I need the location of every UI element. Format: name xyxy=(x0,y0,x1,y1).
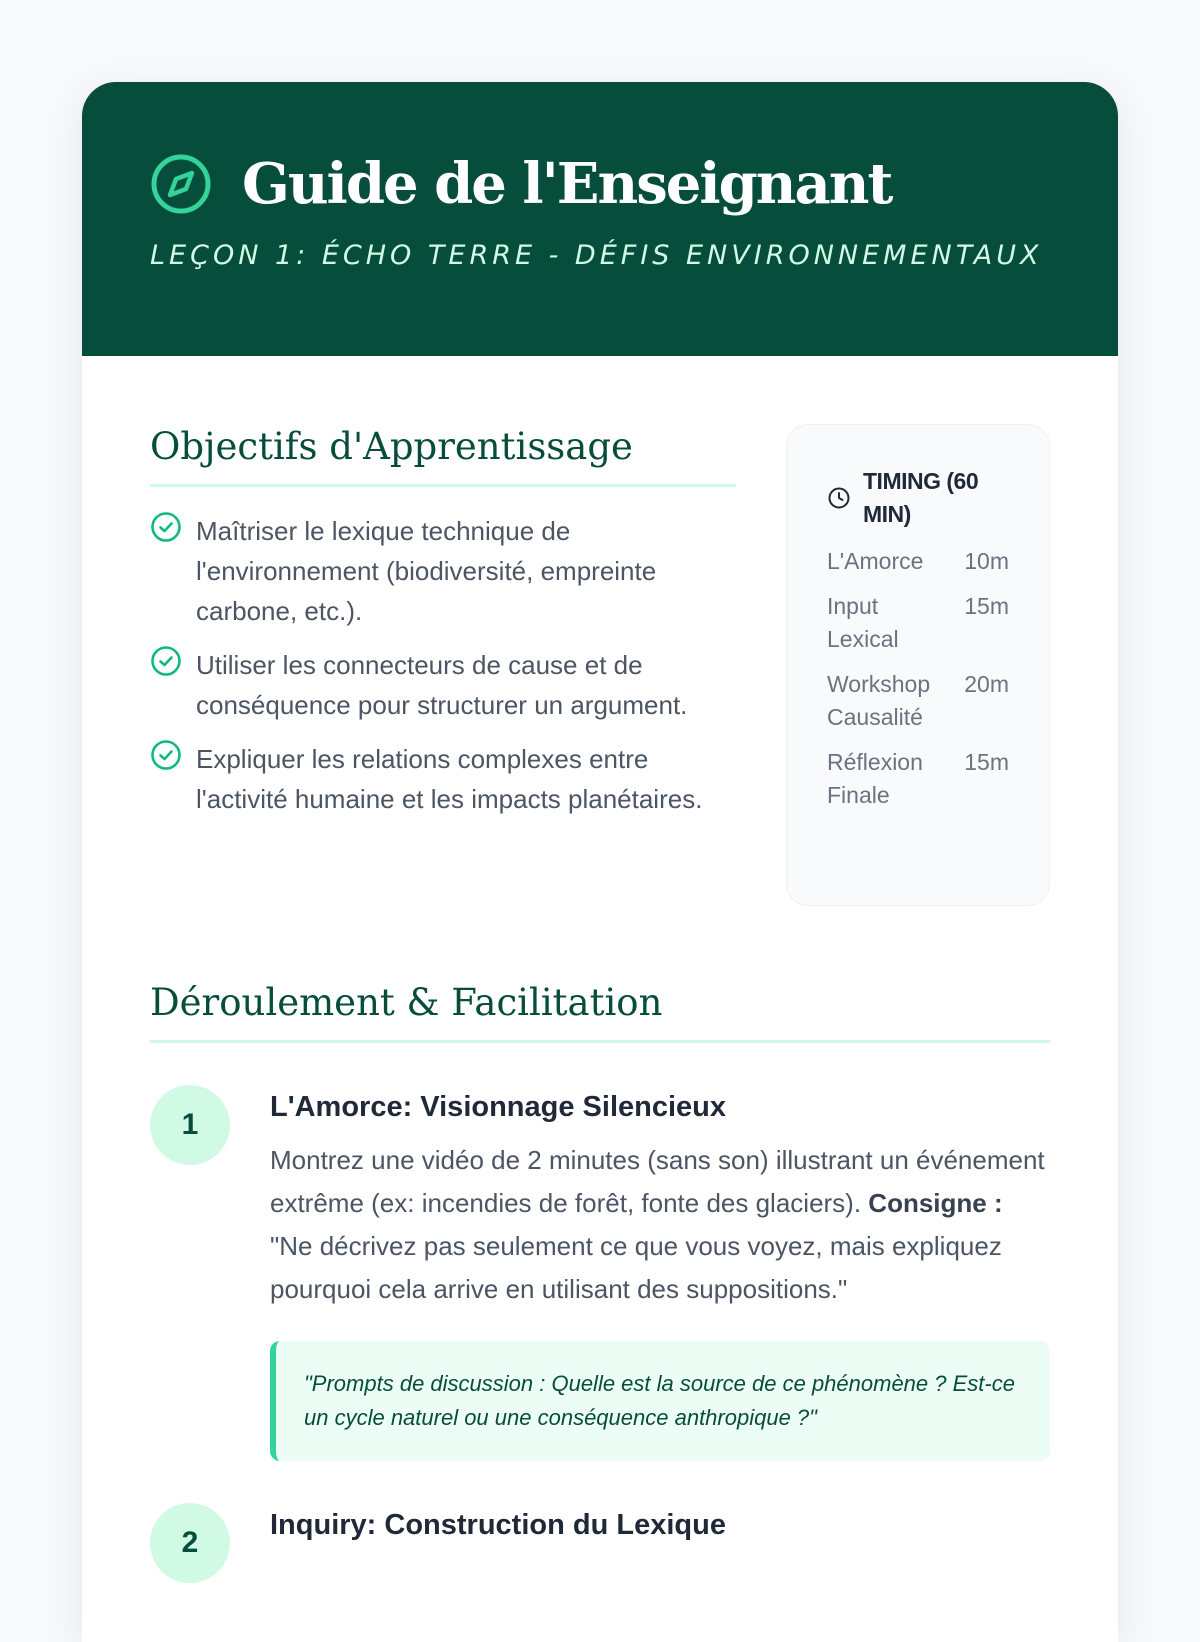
check-circle-icon xyxy=(150,739,182,771)
timing-label: Réflexion Finale xyxy=(827,749,923,808)
flow-section xyxy=(150,980,1050,1583)
timing-value: 20m xyxy=(964,671,1009,697)
compass-icon xyxy=(150,153,212,215)
timing-row xyxy=(827,590,1009,656)
title-row xyxy=(150,82,1050,220)
check-circle-icon xyxy=(150,511,182,543)
check-circle-icon xyxy=(150,645,182,677)
list-item xyxy=(150,739,736,819)
list-item xyxy=(150,645,736,725)
objectives-title: Objectifs d'Apprentissage xyxy=(150,424,736,487)
timing-row xyxy=(827,545,1009,578)
step-text-bold: Consigne : xyxy=(868,1188,1003,1218)
discussion-prompt-quote: "Prompts de discussion : Quelle est la source de ce phénomène ? Est-ce un cycle naturel ou une conséquence anthropique ?" xyxy=(270,1341,1050,1461)
top-row xyxy=(150,424,1050,906)
step-text-before: Montrez une vidéo de 2 minutes (sans son) illustrant un événement extrême (ex: incendies de forêt, fonte des glaciers). xyxy=(270,1145,1045,1218)
timing-label: Workshop Causalité xyxy=(827,671,931,730)
timing-value: 15m xyxy=(964,593,1009,619)
step-number-badge: 1 xyxy=(150,1085,230,1165)
timing-label: L'Amorce xyxy=(827,548,924,574)
timing-row xyxy=(827,668,1009,734)
clock-icon xyxy=(827,486,851,510)
step-2 xyxy=(150,1503,1050,1583)
step-title: Inquiry: Construction du Lexique xyxy=(270,1509,726,1541)
timing-value: 15m xyxy=(964,749,1009,775)
step-number-badge: 2 xyxy=(150,1503,230,1583)
main-content xyxy=(82,356,1118,1583)
page-title: Guide de l'Enseignant xyxy=(242,151,892,217)
objectives-section xyxy=(150,424,736,906)
timing-label: Input Lexical xyxy=(827,593,899,652)
step-text-after: "Ne décrivez pas seulement ce que vous voyez, mais expliquez pourquoi cela arrive en utilisant des suppositions." xyxy=(270,1231,1002,1304)
step-body xyxy=(270,1085,1050,1461)
timing-header xyxy=(827,465,1009,531)
teacher-guide-card xyxy=(82,82,1118,1642)
timing-row xyxy=(827,746,1009,812)
list-item xyxy=(150,511,736,631)
timing-value: 10m xyxy=(964,548,1009,574)
objective-text: Expliquer les relations complexes entre l'activité humaine et les impacts planétaires. xyxy=(196,744,703,814)
step-1 xyxy=(150,1085,1050,1461)
header-banner xyxy=(82,82,1118,356)
lesson-subtitle: LEÇON 1: ÉCHO TERRE - DÉFIS ENVIRONNEMENTAUX xyxy=(150,240,1043,271)
step-body xyxy=(270,1503,1050,1583)
objective-text: Maîtriser le lexique technique de l'environnement (biodiversité, empreinte carbone, etc.). xyxy=(196,516,657,626)
step-title: L'Amorce: Visionnage Silencieux xyxy=(270,1091,726,1123)
objectives-list xyxy=(150,511,736,819)
step-description xyxy=(270,1139,1050,1311)
timing-title: TIMING (60 MIN) xyxy=(863,468,979,527)
flow-title: Déroulement & Facilitation xyxy=(150,980,1050,1043)
objective-text: Utiliser les connecteurs de cause et de conséquence pour structurer un argument. xyxy=(196,650,688,720)
timing-panel xyxy=(786,424,1050,906)
